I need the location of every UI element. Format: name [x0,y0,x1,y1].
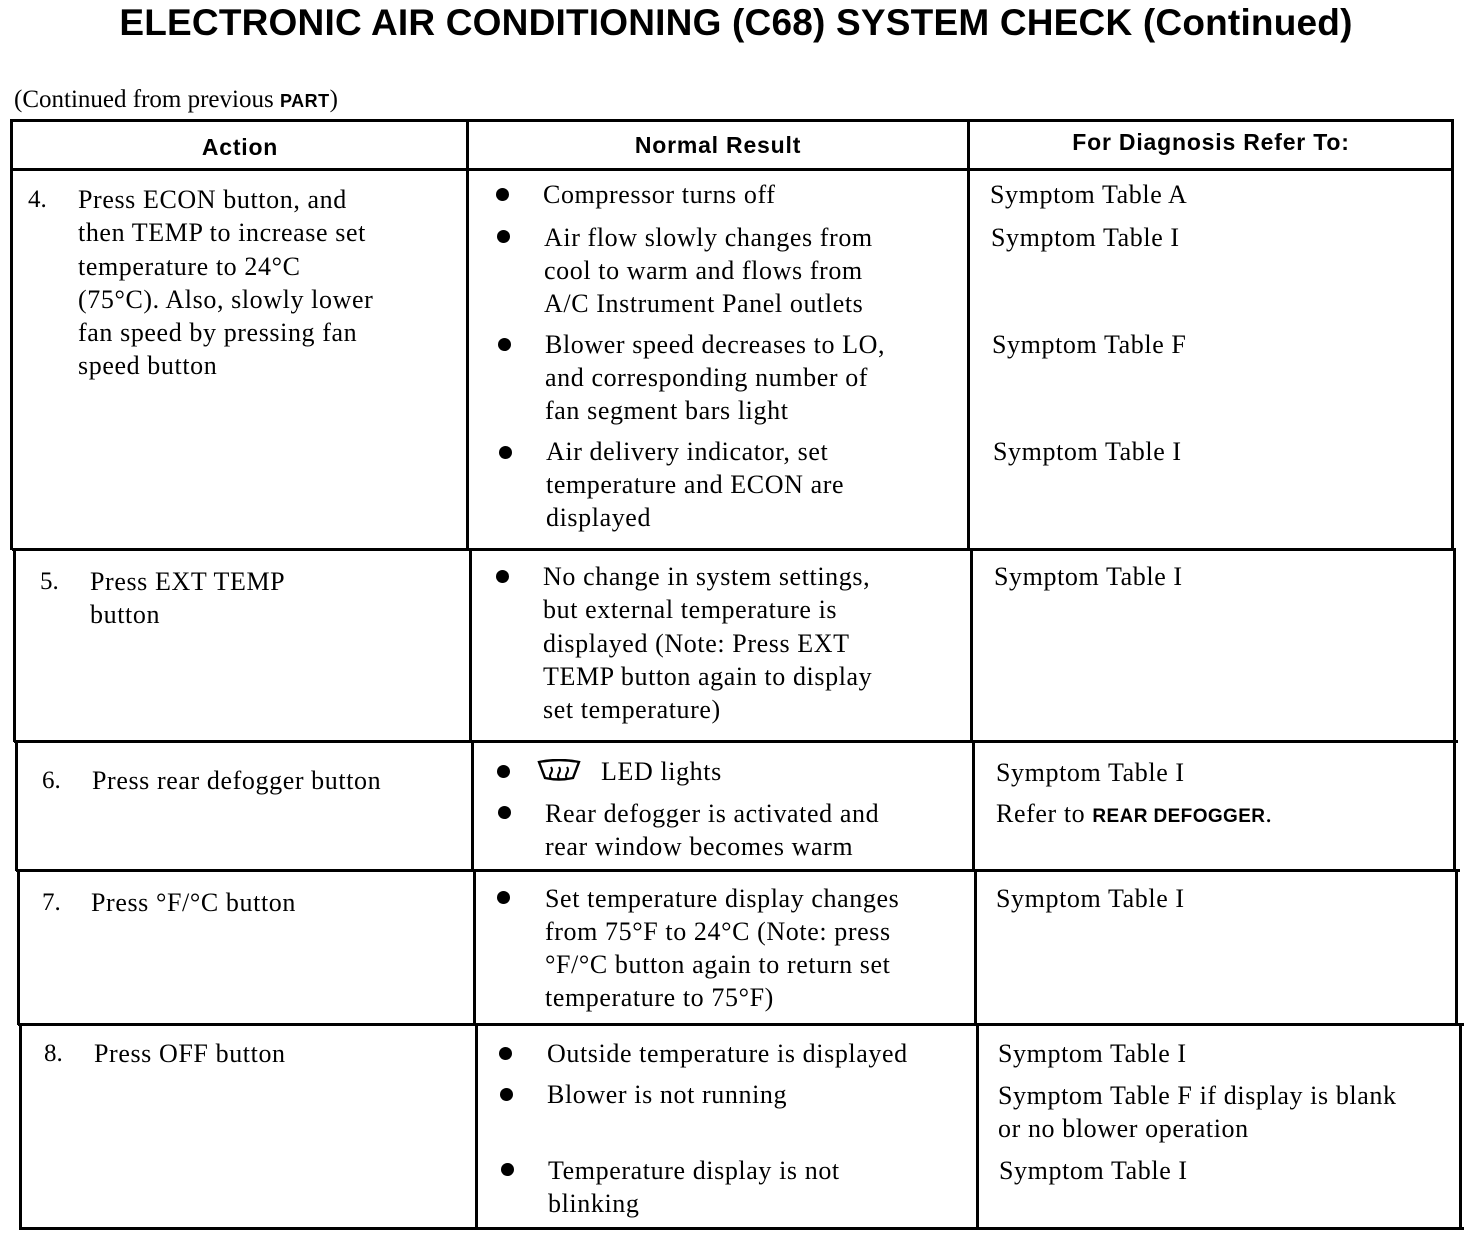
action-line: (75°C). Also, slowly lower [78,285,374,314]
divider-2 [974,869,977,1025]
result-line: rear window becomes warm [545,832,854,861]
bullet [498,338,511,351]
border-right [1455,869,1458,1025]
divider-1 [473,869,476,1025]
bullet [496,570,509,583]
step-number: 7. [42,889,61,916]
bullet [496,188,509,201]
result-line: Air delivery indicator, set [546,437,829,466]
result-line: Set temperature display changes [545,884,900,913]
diagnosis-ref: Symptom Table I [993,437,1182,466]
action-line: Press EXT TEMP [90,567,286,596]
result-line: Outside temperature is displayed [547,1039,908,1068]
action-line: Press rear defogger button [92,766,382,795]
divider-2 [972,740,975,871]
action-line: then TEMP to increase set [78,218,366,247]
refer-to-rear-defogger [996,797,1273,833]
bullet [497,230,510,243]
continued-note [14,86,338,114]
divider-1 [469,548,472,742]
result-line: temperature to 75°F) [545,983,774,1012]
result-line: but external temperature is [543,595,838,624]
diagnosis-ref: Symptom Table I [996,758,1185,787]
rear-defogger-icon [536,759,582,781]
bullet [499,446,512,459]
action-line: Press OFF button [94,1039,286,1068]
result-line: displayed (Note: Press EXT [543,629,850,658]
divider-1 [466,119,469,550]
bullet [497,765,510,778]
result-line: temperature and ECON are [546,470,845,499]
result-line: Temperature display is not [548,1156,840,1185]
action-line: fan speed by pressing fan [78,318,358,347]
diagnosis-ref: Symptom Table I [998,1039,1187,1068]
result-line: Blower is not running [547,1080,788,1109]
page-title: ELECTRONIC AIR CONDITIONING (C68) SYSTEM CHECK (Continued) [119,2,1353,43]
diagnosis-ref: Symptom Table I [996,884,1185,913]
action-line: Press ECON button, and [78,185,347,214]
rule-row6 [16,869,1460,872]
divider-1 [475,1023,478,1230]
border-left [10,119,13,550]
border-left [13,548,16,742]
divider-1 [471,740,474,871]
result-line: displayed [546,503,652,532]
result-line: A/C Instrument Panel outlets [544,289,864,318]
result-line: LED lights [601,757,722,786]
result-line: set temperature) [543,695,721,724]
action-line: Press °F/°C button [91,888,296,917]
step-number: 4. [28,186,47,213]
action-line: button [90,600,161,629]
border-right [1451,119,1454,550]
action-line: speed button [78,351,218,380]
diagnosis-ref: Symptom Table I [994,562,1183,591]
header-action: Action [201,134,279,160]
border-left [19,1023,22,1230]
result-line: Air flow slowly changes from [544,223,873,252]
result-line: Compressor turns off [543,180,776,209]
diagnosis-ref: or no blower operation [998,1114,1249,1143]
continued-close: ) [329,86,338,113]
refer-suffix: . [1265,799,1273,828]
diagnosis-ref: Symptom Table I [999,1156,1188,1185]
bullet [500,1088,513,1101]
diagnosis-ref: Symptom Table F if display is blank [998,1081,1397,1110]
continued-part: PART [279,91,330,111]
diagnosis-ref: Symptom Table I [991,223,1180,252]
action-line: temperature to 24°C [78,252,301,281]
border-right [1459,1023,1462,1230]
border-left [17,869,20,1025]
divider-2 [976,1023,979,1230]
diagnosis-ref: Symptom Table F [992,330,1187,359]
border-left [15,740,18,871]
result-line: blinking [548,1189,640,1218]
result-line: Rear defogger is activated and [545,799,880,828]
result-line: Blower speed decreases to LO, [545,330,886,359]
step-number: 8. [44,1040,63,1067]
step-number: 5. [40,568,59,595]
rule-row4 [12,548,1456,551]
rule-top [10,119,1454,122]
result-line: °F/°C button again to return set [545,950,891,979]
divider-2 [967,119,970,550]
bullet [498,806,511,819]
continued-text: (Continued from previous [14,86,280,113]
divider-2 [970,548,973,742]
border-right [1453,548,1456,871]
step-number: 6. [42,767,61,794]
result-line: TEMP button again to display [543,662,873,691]
bullet [501,1163,514,1176]
header-normal-result: Normal Result [634,132,802,158]
refer-prefix: Refer to [996,799,1093,828]
result-line: and corresponding number of [545,363,869,392]
bullet [497,891,510,904]
rule-bottom [20,1227,1464,1230]
rule-row7 [18,1023,1464,1026]
refer-target: REAR DEFOGGER [1092,806,1266,827]
result-line: fan segment bars light [545,396,789,425]
diagnosis-ref: Symptom Table A [990,180,1188,209]
result-line: No change in system settings, [543,562,871,591]
header-diagnosis: For Diagnosis Refer To: [1072,129,1350,155]
rule-header [10,168,1454,171]
rule-row5 [14,740,1458,743]
result-line: cool to warm and flows from [544,256,863,285]
result-line: from 75°F to 24°C (Note: press [545,917,891,946]
bullet [499,1047,512,1060]
